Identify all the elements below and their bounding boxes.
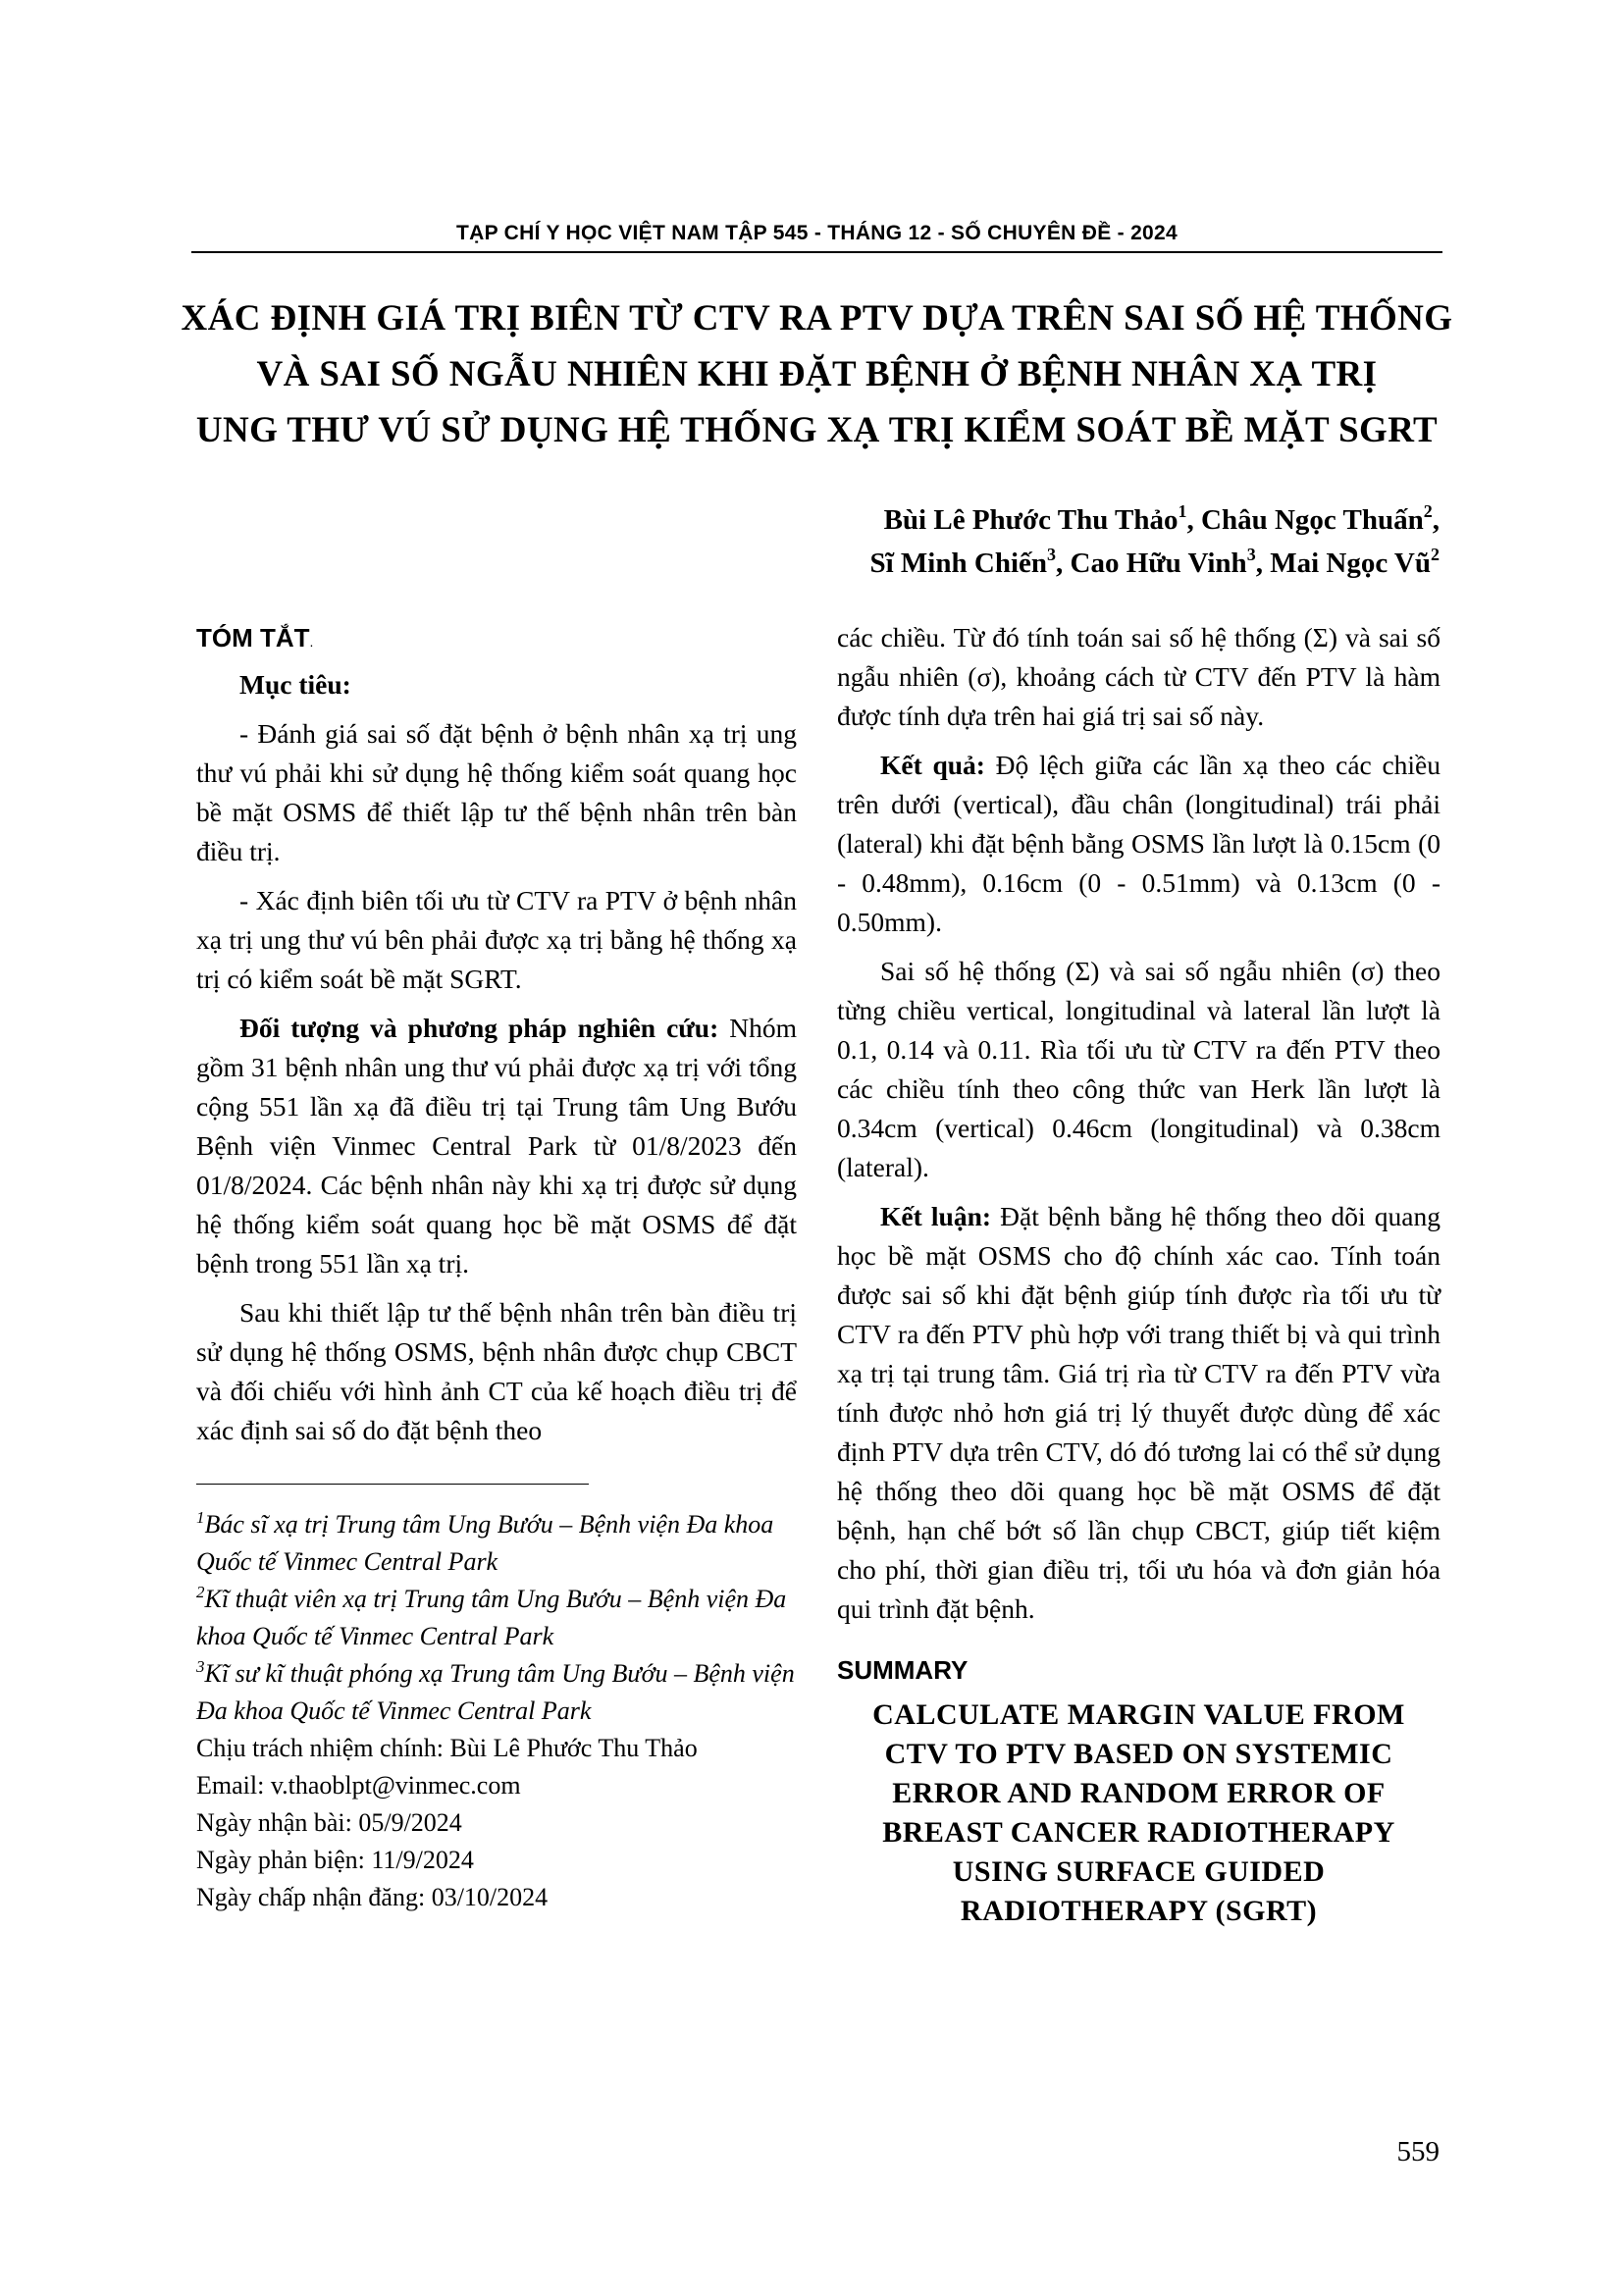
english-title: [837, 1696, 1441, 1931]
footnote-rule: [196, 1484, 589, 1485]
english-title-line: ERROR AND RANDOM ERROR OF: [892, 1777, 1386, 1809]
setup-paragraph: Sau khi thiết lập tư thế bệnh nhân trên bàn điều trị sử dụng hệ thống OSMS, bệnh nhân được chụp CBCT và đối chiếu với hình ảnh CT của kế hoạch điều trị để xác định sai số do đặt bệnh theo: [196, 1297, 797, 1445]
english-title-line: CTV TO PTV BASED ON SYSTEMIC: [884, 1738, 1393, 1770]
title-line: XÁC ĐỊNH GIÁ TRỊ BIÊN TỪ CTV RA PTV DỰA TRÊN SAI SỐ HỆ THỐNG: [181, 298, 1453, 339]
objective-1: - Đánh giá sai số đặt bệnh ở bệnh nhân xạ trị ung thư vú phải khi sử dụng hệ thống kiểm soát quang học bề mặt OSMS để thiết lập tư thế bệnh nhân trên bàn điều trị.: [196, 718, 797, 866]
author-name: Cao Hữu Vinh: [1070, 548, 1247, 579]
affiliation-mark: 3: [1047, 545, 1056, 564]
author-separator: ,: [1056, 548, 1071, 579]
page-number: 559: [1396, 2136, 1440, 2167]
date-accepted: Ngày chấp nhận đăng: 03/10/2024: [196, 1883, 549, 1911]
results-label: Kết quả:: [880, 750, 985, 780]
author-name: Mai Ngọc Vũ: [1270, 548, 1431, 579]
responsible-author: Chịu trách nhiệm chính: Bùi Lê Phước Thu Thảo: [196, 1734, 698, 1762]
author-name: Châu Ngọc Thuấn: [1201, 504, 1424, 536]
left-column: [196, 618, 797, 1916]
objectives-label: [196, 665, 797, 704]
footnote: [196, 1655, 797, 1730]
conclusion-text: Đặt bệnh bằng hệ thống theo dõi quang học bề mặt OSMS cho độ chính xác cao. Tính toán được sai số khi đặt bệnh giúp tính được rìa tối ưu từ CTV ra đến PTV phù hợp với trang thiết bị và qui trình xạ trị tại trung tâm. Giá trị rìa từ CTV ra đến PTV vừa tính được nhỏ hơn giá trị lý thuyết được dùng để xác định PTV dựa trên CTV, dó đó tương lai có thể sử dụng hệ thống theo dõi quang học bề mặt OSMS để đặt bệnh, hạn chế bớt số lần chụp CBCT, giúp tiết kiệm cho phí, thời gian điều trị, tối ưu hóa và đơn giản hóa qui trình đặt bệnh.: [837, 1201, 1441, 1624]
methods-label: Đối tượng và phương pháp nghiên cứu:: [239, 1013, 719, 1043]
author-line: [870, 542, 1441, 585]
author-line: [870, 498, 1441, 542]
conclusion-label: Kết luận:: [880, 1201, 992, 1231]
author-separator: ,: [1255, 548, 1271, 579]
footnote: [196, 1506, 797, 1581]
footnote-mark: 3: [196, 1657, 205, 1676]
title-line: UNG THƯ VÚ SỬ DỤNG HỆ THỐNG XẠ TRỊ KIỂM SOÁT BỀ MẶT SGRT: [195, 410, 1439, 450]
footnote: [196, 1581, 797, 1655]
footnote-text: Bác sĩ xạ trị Trung tâm Ung Bướu – Bệnh viện Đa khoa Quốc tế Vinmec Central Park: [196, 1510, 774, 1576]
english-title-line: USING SURFACE GUIDED: [952, 1855, 1326, 1888]
english-title-line: RADIOTHERAPY (SGRT): [960, 1895, 1318, 1927]
title-line: VÀ SAI SỐ NGẪU NHIÊN KHI ĐẶT BỆNH Ở BỆNH NHÂN XẠ TRỊ: [256, 354, 1378, 394]
footnote-text: Kĩ sư kĩ thuật phóng xạ Trung tâm Ung Bướu – Bệnh viện Đa khoa Quốc tế Vinmec Central Park: [196, 1659, 795, 1725]
results-text: Độ lệch giữa các lần xạ theo các chiều trên dưới (vertical), đầu chân (longitudinal) trái phải (lateral) khi đặt bệnh bằng OSMS lần lượt là 0.15cm (0 - 0.48mm), 0.16cm (0 - 0.51mm) và 0.13cm (0 - 0.50mm).: [837, 750, 1441, 937]
email: Email: v.thaoblpt@vinmec.com: [196, 1771, 521, 1800]
footnotes: [196, 1506, 797, 1916]
footnote-text: Kĩ thuật viên xạ trị Trung tâm Ung Bướu – Bệnh viện Đa khoa Quốc tế Vinmec Central Park: [196, 1585, 787, 1650]
objective-2: - Xác định biên tối ưu từ CTV ra PTV ở bệnh nhân xạ trị ung thư vú bên phải được xạ trị bằng hệ thống xạ trị có kiểm soát bề mặt SGRT.: [196, 885, 797, 994]
abstract-heading: [196, 618, 797, 661]
date-received: Ngày nhận bài: 05/9/2024: [196, 1808, 462, 1837]
affiliation-mark: 1: [1178, 501, 1187, 521]
header-rule: [191, 251, 1442, 253]
abstract-heading-text: TÓM TẮT: [196, 623, 310, 652]
author-name: Bùi Lê Phước Thu Thảo: [883, 504, 1179, 536]
running-head: TẠP CHÍ Y HỌC VIỆT NAM TẬP 545 - THÁNG 12 - SỐ CHUYÊN ĐỀ - 2024: [455, 222, 1178, 244]
footnote-mark: 1: [196, 1508, 205, 1527]
methods-continuation: các chiều. Từ đó tính toán sai số hệ thống (Σ) và sai số ngẫu nhiên (σ), khoảng cách từ CTV đến PTV là hàm được tính dựa trên hai giá trị sai số này.: [837, 622, 1441, 731]
footnote-mark: 2: [196, 1583, 205, 1601]
summary-heading: SUMMARY: [837, 1655, 969, 1685]
abstract-heading-dot: .: [309, 634, 314, 650]
author-separator: ,: [1186, 504, 1202, 536]
article-title: [177, 290, 1457, 458]
conclusion-paragraph: [837, 1197, 1441, 1629]
methods-paragraph: [196, 1009, 797, 1283]
results-paragraph: [837, 746, 1441, 942]
author-list: [870, 498, 1441, 585]
affiliation-mark: 2: [1423, 501, 1433, 521]
english-title-line: BREAST CANCER RADIOTHERAPY: [882, 1816, 1395, 1849]
right-column: [837, 618, 1441, 1931]
author-name: Sĩ Minh Chiến: [869, 548, 1047, 579]
objectives-label-text: Mục tiêu:: [239, 669, 351, 700]
affiliation-mark: 2: [1431, 545, 1440, 564]
date-reviewed: Ngày phản biện: 11/9/2024: [196, 1846, 474, 1874]
affiliation-mark: 3: [1246, 545, 1256, 564]
author-separator: ,: [1432, 504, 1440, 536]
methods-text: Nhóm gồm 31 bệnh nhân ung thư vú phải được xạ trị với tổng cộng 551 lần xạ đã điều trị tại Trung tâm Ung Bướu Bệnh viện Vinmec Central Park từ 01/8/2023 đến 01/8/2024. Các bệnh nhân này khi xạ trị được sử dụng hệ thống kiểm soát quang học bề mặt OSMS để đặt bệnh trong 551 lần xạ trị.: [196, 1013, 797, 1278]
english-title-line: CALCULATE MARGIN VALUE FROM: [872, 1698, 1405, 1731]
errors-paragraph: Sai số hệ thống (Σ) và sai số ngẫu nhiên (σ) theo từng chiều vertical, longitudinal và lateral lần lượt là 0.1, 0.14 và 0.11. Rìa tối ưu từ CTV ra đến PTV theo các chiều tính theo công thức van Herk lần lượt là 0.34cm (vertical) 0.46cm (longitudinal) và 0.38cm (lateral).: [837, 956, 1441, 1182]
